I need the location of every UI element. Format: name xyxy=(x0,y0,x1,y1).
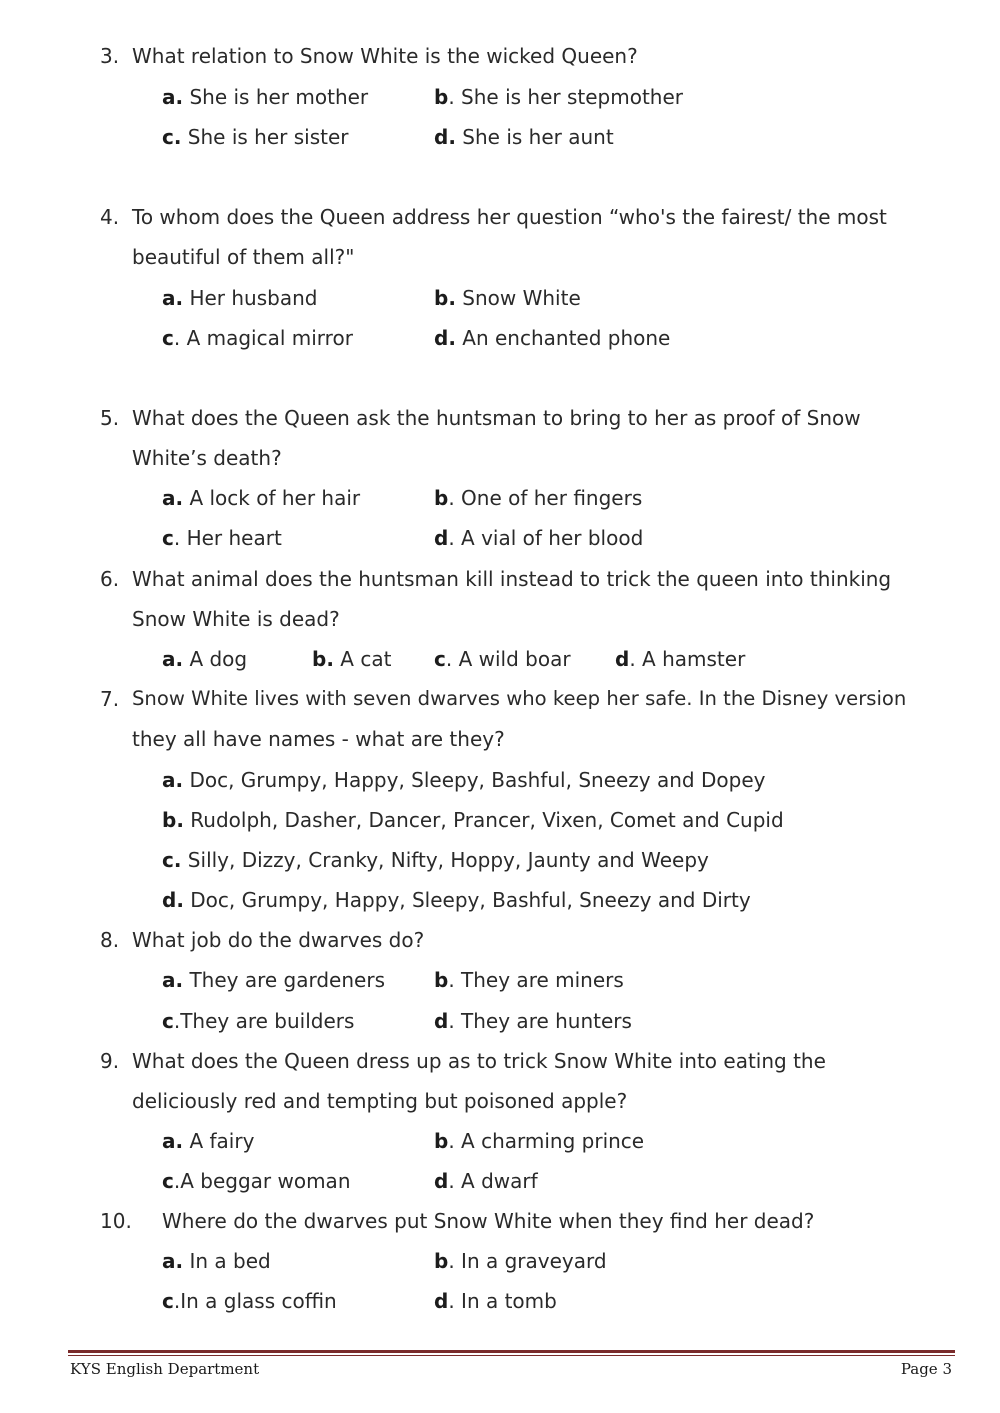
footer-rule-thin xyxy=(68,1355,955,1356)
option-a: a. In a bed xyxy=(162,1249,271,1273)
question-number: 3. xyxy=(100,44,120,68)
question-text-continued: Snow White is dead? xyxy=(132,607,340,631)
option-b: b. Snow White xyxy=(434,286,581,310)
option-d: d. They are hunters xyxy=(434,1009,632,1033)
option-c: c. Her heart xyxy=(162,526,282,550)
footer-department: KYS English Department xyxy=(70,1360,260,1378)
option-c: c.They are builders xyxy=(162,1009,355,1033)
footer-rule xyxy=(68,1350,955,1353)
option-d: d. In a tomb xyxy=(434,1289,557,1313)
option-c: c. A wild boar xyxy=(434,647,571,671)
option-a: a. A fairy xyxy=(162,1129,255,1153)
question-number: 7. xyxy=(100,687,120,711)
question-text: What animal does the huntsman kill instead to trick the queen into thinking xyxy=(132,567,892,591)
page-number: Page 3 xyxy=(900,1360,952,1378)
option-b: b. A cat xyxy=(312,647,392,671)
option-d: d. A vial of her blood xyxy=(434,526,644,550)
question-text-continued: White’s death? xyxy=(132,446,282,470)
question-number: 5. xyxy=(100,406,120,430)
question-text: Snow White lives with seven dwarves who keep her safe. In the Disney version xyxy=(132,687,907,710)
option-a: a. They are gardeners xyxy=(162,968,385,992)
question-number: 10. xyxy=(100,1209,132,1233)
question-number: 6. xyxy=(100,567,120,591)
question-number: 8. xyxy=(100,928,120,952)
option-b: b. One of her fingers xyxy=(434,486,643,510)
option-c: c.In a glass coffin xyxy=(162,1289,337,1313)
option-a: a. A lock of her hair xyxy=(162,486,361,510)
question-text-continued: beautiful of them all?" xyxy=(132,245,355,269)
question-text: What does the Queen ask the huntsman to bring to her as proof of Snow xyxy=(132,406,861,430)
option-b: b. In a graveyard xyxy=(434,1249,607,1273)
option-a: a. Her husband xyxy=(162,286,318,310)
option-c: c. A magical mirror xyxy=(162,326,353,350)
question-number: 9. xyxy=(100,1049,120,1073)
question-text: To whom does the Queen address her question “who's the fairest/ the most xyxy=(132,205,887,229)
option-d: d. She is her aunt xyxy=(434,125,614,149)
option-c: c. She is her sister xyxy=(162,125,349,149)
option-a: a. A dog xyxy=(162,647,248,671)
question-text: What job do the dwarves do? xyxy=(132,928,425,952)
option-a: a. She is her mother xyxy=(162,85,369,109)
worksheet-page: 3. What relation to Snow White is the wicked Queen? a. She is her mother b. She is her stepmother c. She is her sister d. She is her aunt 4. To whom does the Queen address her question “who's the fairest/ the most beautiful of them all?" a. Her husband b. Snow White c. A magical mirror d. An enchanted phone 5. What does the Queen ask the huntsman to bring to her as proof of Snow White’s death? a. A lock of her hair b. One of her fingers c. Her heart d. A vial of her blood 6. What animal does the huntsman kill instead to trick the queen into thinking Snow White is dead? a. A dog b. A cat c. A wild boar d. A hamster 7. Snow White lives with seven dwarves who keep her safe. In the Disney version they all have names - what are they? a. Doc, Grumpy, Happy, Sleepy, Bashful, Sneezy and Dopey b. Rudolph, Dasher, Dancer, Prancer, Vixen, Comet and Cupid c. Silly, Dizzy, Cranky, Nifty, Hoppy, Jaunty and Weepy d. Doc, Grumpy, Happy, Sleepy, Bashful, Sneezy and Dirty 8. What job do the dwarves do? a. They are gardeners b. They are miners c.They are builders d. They are hunters 9. What does the Queen dress up as to trick Snow White into eating the deliciously red and tempting but poisoned apple? a. A fairy b. A charming prince c.A beggar woman d. A dwarf 10. Where do the dwarves put Snow White when they find her dead? a. In a bed b. In a graveyard c.In a glass coffin d. In a tomb KYS English Department Page 3 xyxy=(0,0,1000,1413)
option-b: b. They are miners xyxy=(434,968,624,992)
option-d: d. A dwarf xyxy=(434,1169,538,1193)
question-number: 4. xyxy=(100,205,120,229)
question-text: What does the Queen dress up as to trick Snow White into eating the xyxy=(132,1049,826,1073)
question-text: Where do the dwarves put Snow White when they find her dead? xyxy=(162,1209,815,1233)
question-text-continued: they all have names - what are they? xyxy=(132,727,505,751)
option-d: d. A hamster xyxy=(615,647,746,671)
option-c: c.A beggar woman xyxy=(162,1169,351,1193)
option-b: b. She is her stepmother xyxy=(434,85,683,109)
option-d: d. An enchanted phone xyxy=(434,326,671,350)
question-text-continued: deliciously red and tempting but poisoned apple? xyxy=(132,1089,628,1113)
option-b: b. A charming prince xyxy=(434,1129,645,1153)
question-text: What relation to Snow White is the wicked Queen? xyxy=(132,44,638,68)
